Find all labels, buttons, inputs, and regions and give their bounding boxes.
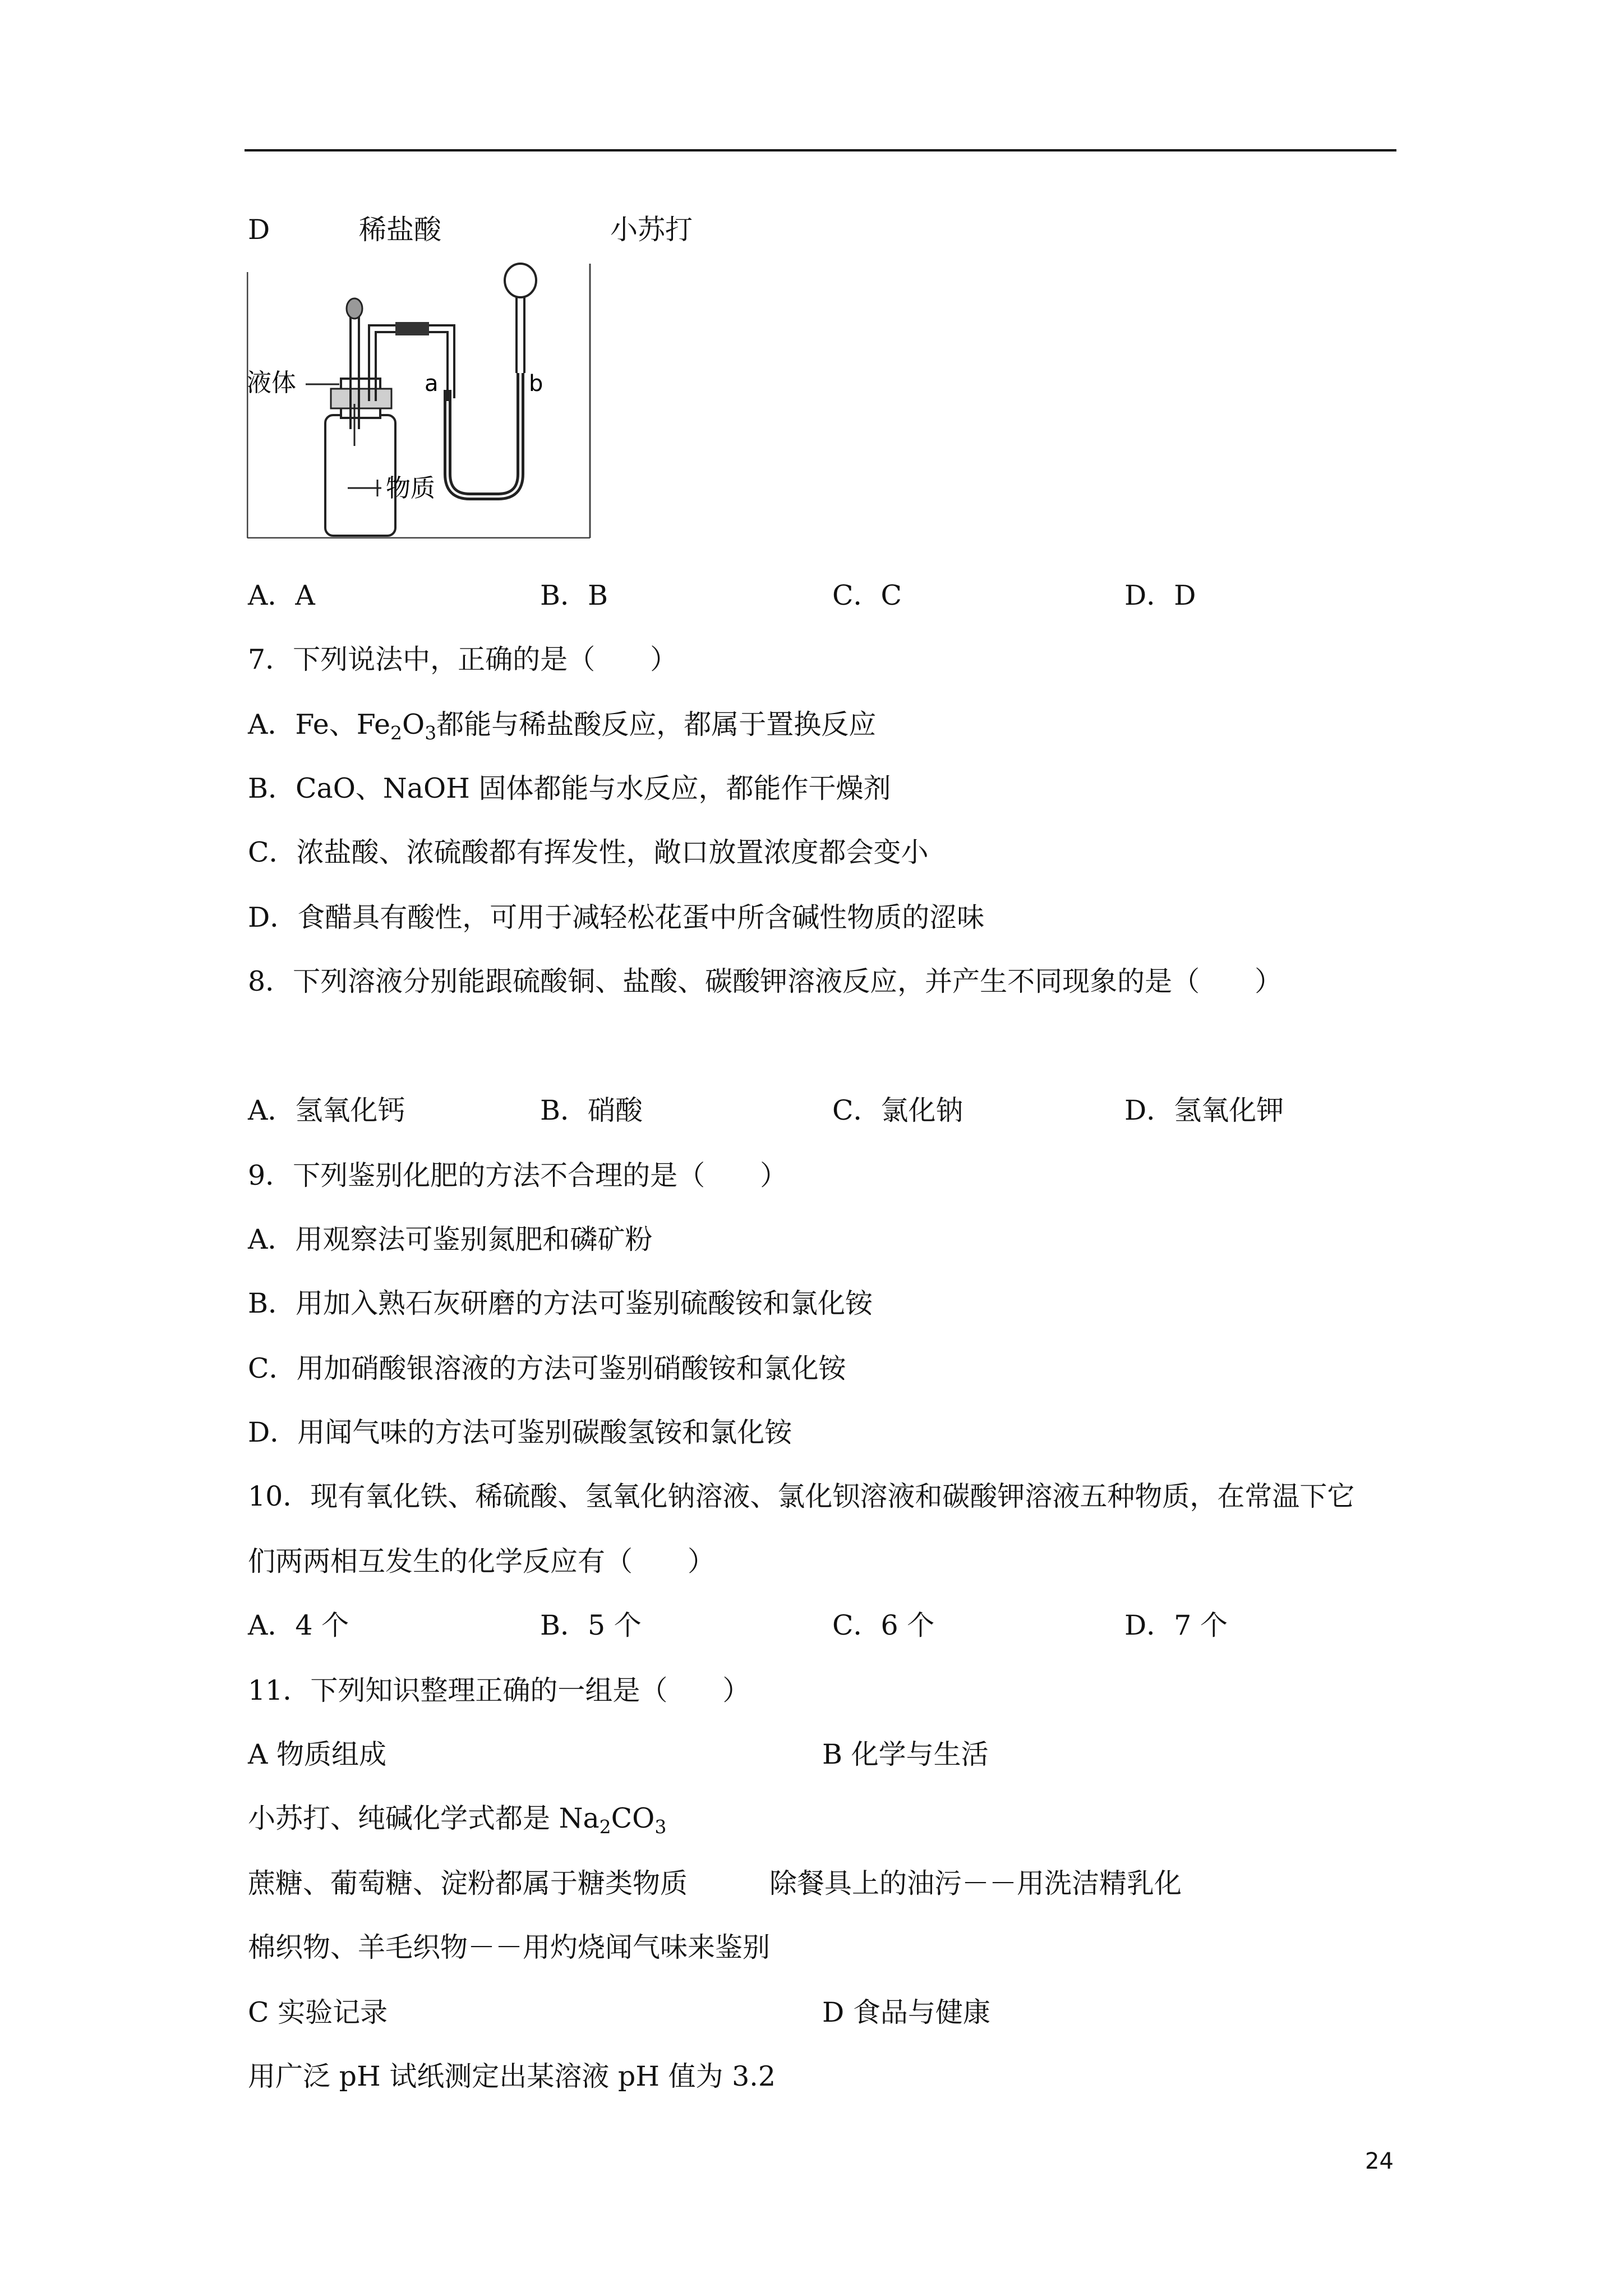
q10-option-b: B．5 个: [540, 1609, 642, 1641]
rubber-connector: [395, 322, 429, 335]
q6-option-c: C．C: [832, 579, 902, 611]
q9-stem: 9．下列鉴别化肥的方法不合理的是（ ）: [248, 1159, 788, 1191]
dropper-bulb: [347, 298, 362, 319]
q6-option-d: D．D: [1124, 579, 1196, 611]
q6-option-a: A．A: [248, 579, 315, 611]
q10-stem-line2: 们两两相互发生的化学反应有（ ）: [248, 1545, 716, 1577]
q11-a-item1: 小苏打、纯碱化学式都是 $Na_2CO_3$: [248, 1802, 667, 1838]
label-liquid: 液体: [247, 369, 296, 397]
q7-option-a: A．Fe、$Fe_2O_3$都能与稀盐酸反应，都属于置换反应: [248, 708, 877, 744]
q11-stem: 11．下列知识整理正确的一组是（ ）: [248, 1674, 750, 1706]
q11-b-item1: 除餐具上的油污－－用洗洁精乳化: [769, 1867, 1182, 1899]
q7-option-c: C．浓盐酸、浓硫酸都有挥发性，敞口放置浓度都会变小: [248, 836, 929, 868]
apparatus-figure: [247, 261, 592, 539]
q8-option-b: B．硝酸: [540, 1094, 643, 1126]
q11-head-d: D 食品与健康: [822, 1996, 990, 2028]
funnel-bulb: [505, 264, 536, 297]
label-substance: 物质: [386, 474, 435, 503]
q6-option-b: B．B: [540, 579, 608, 611]
q11-a-item2: 蔗糖、葡萄糖、淀粉都属于糖类物质: [248, 1867, 688, 1899]
q8-option-d: D．氢氧化钾: [1124, 1094, 1284, 1126]
q10-option-a: A．4 个: [248, 1609, 349, 1641]
q9-option-a: A．用观察法可鉴别氮肥和磷矿粉: [248, 1223, 653, 1255]
q7-stem: 7．下列说法中，正确的是（ ）: [248, 643, 678, 675]
bottle: [325, 415, 395, 536]
q10-option-d: D．7 个: [1124, 1609, 1228, 1641]
table-row-d-reagent: 稀盐酸: [359, 214, 442, 246]
apparatus-diagram: [247, 261, 592, 539]
q7-option-b: B．CaO、NaOH 固体都能与水反应，都能作干燥剂: [248, 772, 891, 804]
q9-option-d: D．用闻气味的方法可鉴别碳酸氢铵和氯化铵: [248, 1416, 792, 1448]
label-a: a: [425, 371, 439, 397]
q8-option-c: C．氯化钠: [832, 1094, 963, 1126]
q8-option-a: A．氢氧化钙: [248, 1094, 405, 1126]
q7-option-d: D．食醋具有酸性，可用于减轻松花蛋中所含碱性物质的涩味: [248, 901, 985, 933]
q9-option-b: B．用加入熟石灰研磨的方法可鉴别硫酸铵和氯化铵: [248, 1287, 873, 1319]
table-row-d-substance: 小苏打: [610, 214, 693, 246]
q10-option-c: C．6 个: [832, 1609, 935, 1641]
q11-b-item2: 棉织物、羊毛织物－－用灼烧闻气味来鉴别: [248, 1931, 771, 1963]
q11-head-c: C 实验记录: [248, 1996, 388, 2028]
q11-c-item1: 用广泛 pH 试纸测定出某溶液 pH 值为 3.2: [248, 2060, 776, 2092]
page-number: 24: [1365, 2148, 1394, 2174]
stopper: [331, 389, 391, 408]
label-b: b: [529, 371, 543, 397]
q11-head-b: B 化学与生活: [822, 1738, 989, 1770]
table-row-d-label: D: [248, 214, 270, 246]
q9-option-c: C．用加硝酸银溶液的方法可鉴别硝酸铵和氯化铵: [248, 1352, 846, 1384]
q11-head-a: A 物质组成: [248, 1738, 386, 1770]
q8-stem: 8．下列溶液分别能跟硫酸铜、盐酸、碳酸钾溶液反应，并产生不同现象的是（ ）: [248, 965, 1283, 997]
q10-stem-line1: 10．现有氧化铁、稀硫酸、氢氧化钠溶液、氯化钡溶液和碳酸钾溶液五种物质，在常温下它: [248, 1480, 1355, 1512]
header-rule: [245, 149, 1396, 151]
